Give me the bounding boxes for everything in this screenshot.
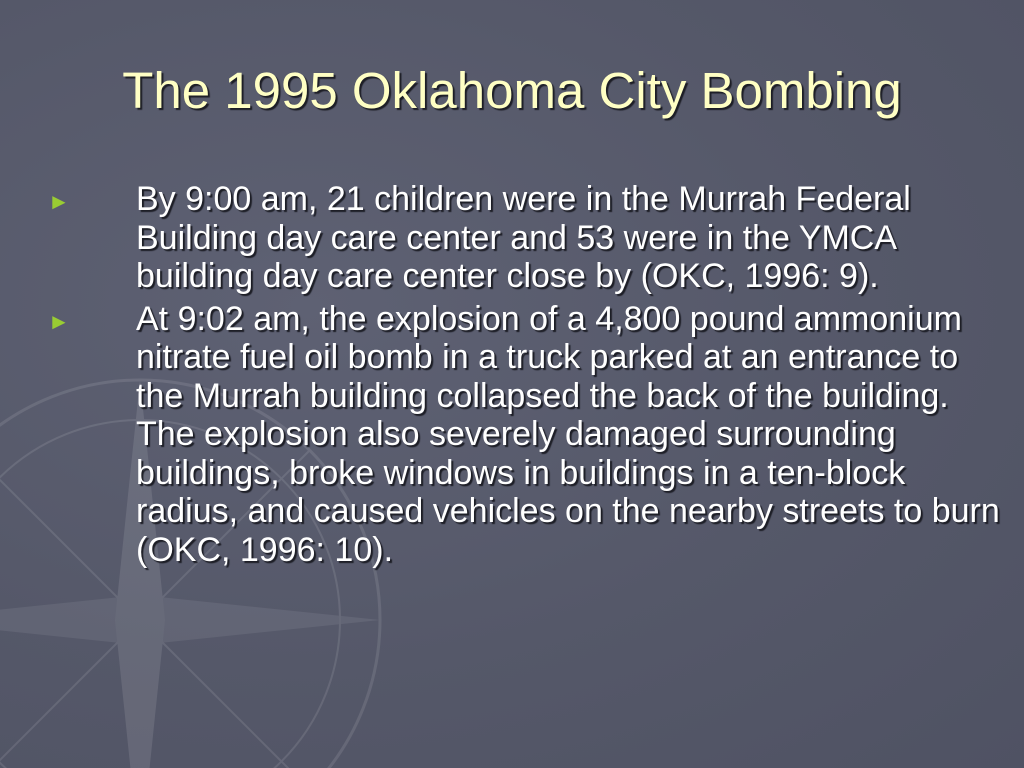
bullet-text: By 9:00 am, 21 children were in the Murrah Federal Building day care center and 53 were in the YMCA building day care center close by (OKC, 1996: 9). bbox=[136, 180, 911, 295]
bullet-arrow-icon: ► bbox=[48, 308, 70, 334]
slide-title: The 1995 Oklahoma City Bombing bbox=[122, 62, 902, 119]
bullet-text: At 9:02 am, the explosion of a 4,800 pound ammonium nitrate fuel oil bomb in a truck parked at an entrance to the Murrah building collapsed the back of the building. The explosion also severely damaged surrounding buildings, broke windows in buildings in a ten-block radius, and caused vehicles on the nearby streets to burn (OKC, 1996: 10). bbox=[136, 299, 1000, 569]
bullet-item bbox=[40, 180, 1000, 296]
bullet-item bbox=[40, 300, 1000, 570]
bullet-arrow-icon: ► bbox=[48, 189, 70, 214]
bullet-list bbox=[40, 180, 1000, 573]
